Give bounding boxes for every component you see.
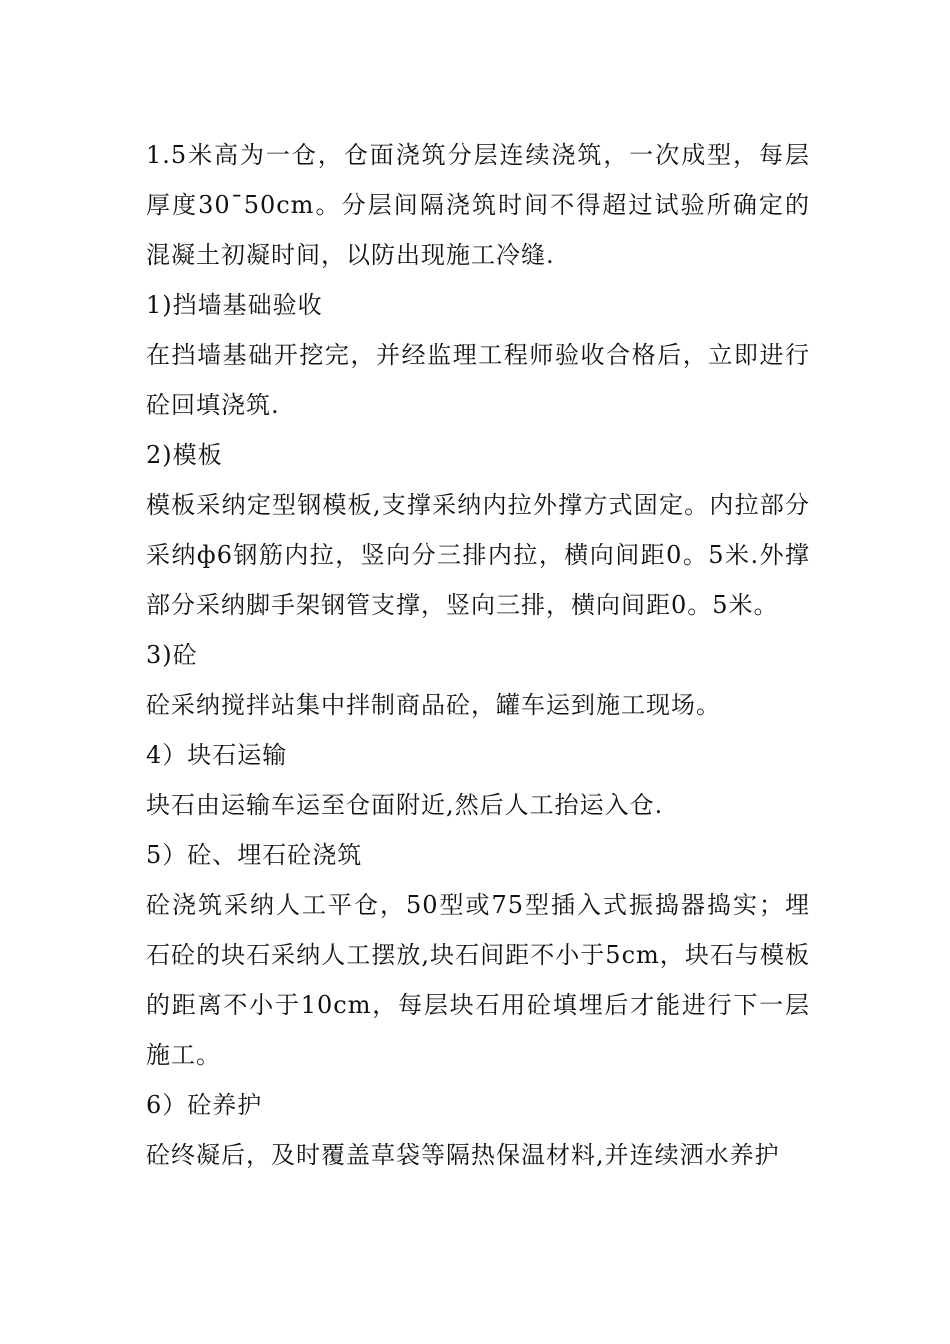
section-heading-concrete-pouring: 5）砼、埋石砼浇筑 <box>146 841 363 869</box>
paragraph-pour-layers: 1.5米高为一仓，仓面浇筑分层连续浇筑，一次成型，每层厚度30¯50cm。分层间隔浇筑时间不得超过试验所确定的混凝土初凝时间，以防出现施工冷缝. <box>146 141 810 269</box>
paragraph-stone-transport: 块石由运输车运至仓面附近,然后人工抬运入仓. <box>146 791 664 819</box>
section-heading-formwork: 2)模板 <box>146 441 223 469</box>
document-body <box>146 130 810 1180</box>
section-heading-stone-transport: 4）块石运输 <box>146 741 288 769</box>
section-heading-concrete-curing: 6）砼养护 <box>146 1091 263 1119</box>
section-heading-concrete: 3)砼 <box>146 641 198 669</box>
section-heading-foundation-acceptance: 1)挡墙基础验收 <box>146 291 323 319</box>
paragraph-concrete-pouring: 砼浇筑采纳人工平仓，50型或75型插入式振捣器捣实；埋石砼的块石采纳人工摆放,块石间距不小于5cm，块石与模板的距离不小于10cm，每层块石用砼填埋后才能进行下一层施工。 <box>146 891 810 1069</box>
paragraph-concrete: 砼采纳搅拌站集中拌制商品砼，罐车运到施工现场。 <box>146 691 721 719</box>
paragraph-foundation-acceptance: 在挡墙基础开挖完，并经监理工程师验收合格后，立即进行砼回填浇筑. <box>146 341 810 419</box>
paragraph-concrete-curing: 砼终凝后，及时覆盖草袋等隔热保温材料,并连续洒水养护 <box>146 1141 780 1169</box>
paragraph-formwork: 模板采纳定型钢模板,支撑采纳内拉外撑方式固定。内拉部分采纳ф6钢筋内拉，竖向分三排内拉，横向间距0。5米.外撑部分采纳脚手架钢管支撑，竖向三排，横向间距0。5米。 <box>146 491 810 619</box>
